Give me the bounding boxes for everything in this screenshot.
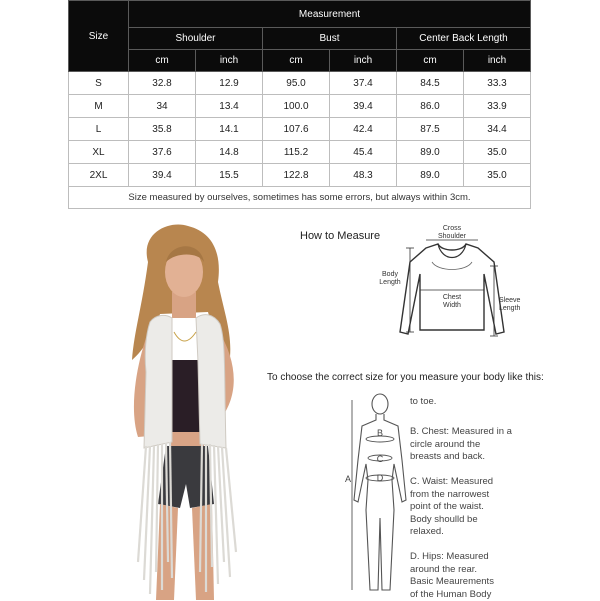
sweater-diagram [372,222,532,354]
size-cell: M [69,95,129,118]
table-cell: 95.0 [263,72,330,95]
instruction-line: relaxed. [410,526,493,539]
instruction-line: from the narrowest [410,489,493,502]
size-cell: L [69,118,129,141]
table-row [69,118,531,141]
measure-instructions-heading: To choose the correct size for you measure your body like this: [267,372,544,383]
body-figure-diagram [340,390,420,600]
table-cell: 13.4 [196,95,263,118]
size-header: Size [69,1,129,72]
instruction-d [410,551,494,601]
size-cell: XL [69,141,129,164]
size-chart-table [68,0,531,209]
size-cell: S [69,72,129,95]
cross-label: Cross [443,225,462,232]
table-cell: 45.4 [330,141,397,164]
table-row [69,95,531,118]
instruction-c [410,476,493,539]
table-cell: 37.6 [129,141,196,164]
table-cell: 33.3 [464,72,531,95]
table-cell: 32.8 [129,72,196,95]
table-cell: 84.5 [397,72,464,95]
table-row [69,164,531,187]
bust-header: Bust [263,28,397,50]
measurement-header: Measurement [129,1,531,28]
table-cell: 89.0 [397,141,464,164]
table-row [69,72,531,95]
table-cell: 15.5 [196,164,263,187]
table-cell: 86.0 [397,95,464,118]
width-label: Width [443,302,461,309]
marker-b: B [377,428,383,438]
table-cell: 122.8 [263,164,330,187]
marker-a: A [345,474,351,484]
table-cell: 12.9 [196,72,263,95]
chest-label: Chest [443,294,461,301]
sleeve-label: Sleeve [499,297,521,304]
table-cell: 35.0 [464,141,531,164]
unit-header: inch [196,50,263,72]
table-cell: 35.0 [464,164,531,187]
table-cell: 34.4 [464,118,531,141]
table-cell: 14.1 [196,118,263,141]
table-cell: 87.5 [397,118,464,141]
table-cell: 14.8 [196,141,263,164]
unit-header: cm [263,50,330,72]
table-cell: 48.3 [330,164,397,187]
table-cell: 100.0 [263,95,330,118]
instruction-line: point of the waist. [410,501,493,514]
length-label: Length [379,279,401,286]
instruction-line: of the Human Body [410,589,494,601]
instruction-line: B. Chest: Measured in a [410,426,512,439]
fringe-vest [144,315,172,448]
instruction-line: Basic Meaurements [410,576,494,589]
instruction-line: D. Hips: Measured [410,551,494,564]
instruction-line: to toe. [410,396,436,409]
body-label: Body [382,271,398,278]
table-cell: 35.8 [129,118,196,141]
unit-header: cm [129,50,196,72]
instruction-b [410,426,512,464]
table-cell: 39.4 [129,164,196,187]
instruction-a-tail [410,396,436,409]
unit-header: inch [330,50,397,72]
sleeve-length-label: Length [499,305,521,312]
size-note: Size measured by ourselves, sometimes has some errors, but always within 3cm. [69,187,531,209]
table-cell: 107.6 [263,118,330,141]
size-cell: 2XL [69,164,129,187]
shoulder-header: Shoulder [129,28,263,50]
table-cell: 42.4 [330,118,397,141]
marker-d: D [377,473,384,483]
marker-c: C [377,454,384,464]
unit-header: inch [464,50,531,72]
instruction-line: around the rear. [410,564,494,577]
table-cell: 115.2 [263,141,330,164]
table-row [69,141,531,164]
how-to-measure-title: How to Measure [300,230,380,242]
instruction-line: breasts and back. [410,451,512,464]
table-cell: 39.4 [330,95,397,118]
table-cell: 34 [129,95,196,118]
instruction-line: Body shoulld be [410,514,493,527]
instruction-line: circle around the [410,439,512,452]
center-back-length-header: Center Back Length [397,28,531,50]
unit-header: cm [397,50,464,72]
instruction-line: C. Waist: Measured [410,476,493,489]
table-cell: 89.0 [397,164,464,187]
crop-top [170,360,202,434]
figure-head [372,394,388,414]
shoulder-label: Shoulder [438,233,467,240]
table-cell: 33.9 [464,95,531,118]
table-cell: 37.4 [330,72,397,95]
model-photo [100,222,265,600]
